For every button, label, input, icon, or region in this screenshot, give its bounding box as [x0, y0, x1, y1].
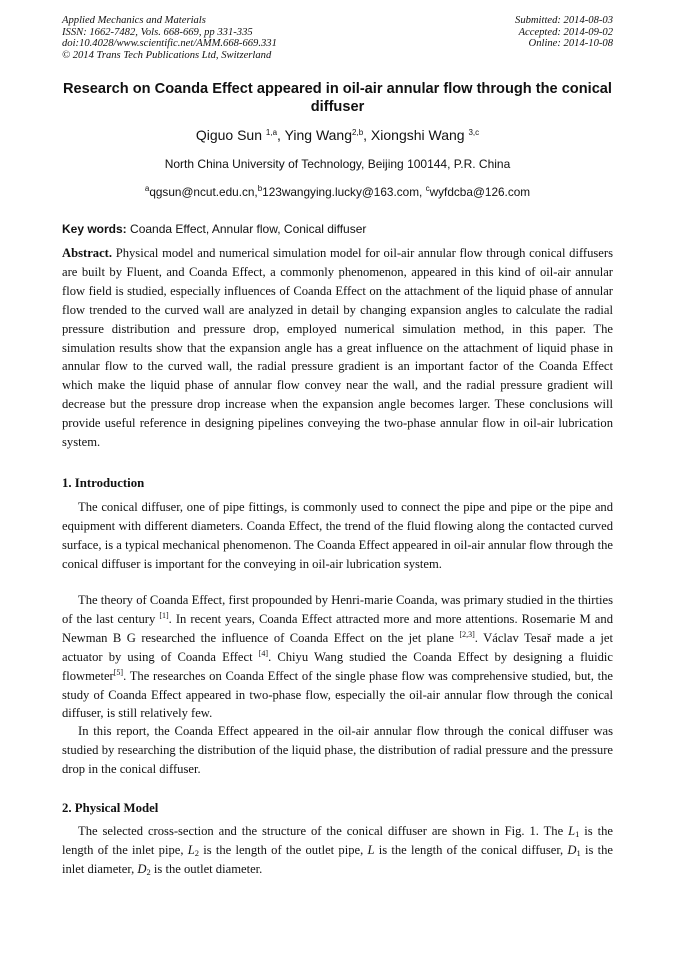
intro-paragraph-1: The conical diffuser, one of pipe fittings, is commonly used to connect the pipe and pipe or the pipe and equipment with different diameters. Coanda Effect, the trend of the fluid flowing along the contacted curved surface, is a typical mechanical phenomenon. The Coanda Effect appeared in oil-air annular flow through the conical diffuser is important for the conveying in oil-air lubrication system. [62, 500, 613, 571]
journal-name: Applied Mechanics and Materials [62, 15, 206, 26]
intro-paragraph-3: In this report, the Coanda Effect appeared in the oil-air annular flow through the conical diffuser was studied by researching the distribution of the liquid phase, the distribution of radial pressure and the pressure drop in the conical diffuser. [62, 724, 613, 776]
email-link[interactable]: 123wangying.lucky@163.com, [262, 185, 426, 199]
keywords [62, 221, 613, 237]
citation: [2,3] [459, 629, 475, 639]
citation: [5] [113, 667, 124, 677]
keywords-text: Coanda Effect, Annular flow, Conical diffuser [126, 222, 367, 236]
abstract-text: Physical model and numerical simulation model for oil-air annular flow through conical diffusers are built by Fluent, and Coanda Effect, a commonly phenomenon, appeared in this kind of oil-air annular flow field is studied, especially influences of Coanda Effect on the attachment of the liquid phase of annular flow trended to the curved wall are analyzed in detail by changing expansion angles to calculate the radial pressure distribution and pressure drop, employed numerical simulation method, in this paper. The simulation results show that the expansion angle has a great influence on the attachment of liquid phase in annular flow to the curved wall, the radial pressure gradient is an important factor of the Coanda Effect which make the liquid phase of annular flow convey near the wall, and the radial pressure gradient will decrease but the pressure drop increase when the expansion angle becomes larger. These conclusions will provide useful reference in designing pipelines conveying the two-phase annular flow in oil-air lubrication system. [62, 246, 613, 450]
email-link[interactable]: wyfdcba@126.com [429, 185, 531, 199]
author-list: Qiguo Sun $^{1,a}$, Ying Wang$^{2,b}$, Xiongshi Wang $^{3,c}$ [195, 127, 480, 143]
affiliation: North China University of Technology, Beijing 100144, P.R. China [164, 157, 511, 171]
intro-paragraph-2: The theory of Coanda Effect, first propounded by Henri-marie Coanda, was primary studied in the thirties of the last century [1]. In recent years, Coanda Effect attracted more and more attentions. Rosemarie M and Newman B G researched the influence of Coanda Effect on the jet plane [2,3]. Václav Tesař made a jet actuator by using of Coanda Effect [4]. Chiyu Wang studied the Coanda Effect by designing a fluidic flowmeter[5]. The researches on Coanda Effect of the single phase flow was comprehensive studied, but, the study of Coanda Effect appeared in two-phase flow, especially the oil-air annular flow through the conical diffuser, is still relatively few. [62, 593, 613, 721]
dates-header [515, 15, 613, 50]
email-link[interactable]: qgsun@ncut.edu.cn, [149, 185, 258, 199]
citation: [4] [258, 648, 269, 658]
doi: doi:10.4028/www.scientific.net/AMM.668-669.331 [62, 38, 277, 50]
issn: ISSN: 1662-7482, Vols. 668-669, pp 331-335 [62, 26, 253, 38]
abstract-label: Abstract. [62, 246, 113, 260]
author-name: Ying Wang [284, 127, 353, 143]
submitted-date: Submitted: 2014-08-03 [515, 15, 613, 26]
author-affil-mark: 3,c [468, 128, 480, 137]
online-date: Online: 2014-10-08 [528, 38, 613, 50]
accepted-date: Accepted: 2014-09-02 [518, 26, 613, 38]
author-name: Xiongshi Wang [370, 127, 469, 143]
abstract [62, 244, 613, 452]
keywords-label: Key words: [62, 222, 127, 236]
physical-model-paragraph: The selected cross-section and the structure of the conical diffuser are shown in Fig. 1. The $L_1$ is the length of the inlet pipe, $L_2$ is the length of the outlet pipe, L is the length of the conical diffuser, $D_1$ is the inlet diameter, $D_2$ is the outlet diameter. [62, 824, 613, 877]
copyright: © 2014 Trans Tech Publications Ltd, Switzerland [62, 49, 272, 61]
author-affil-mark: 2,b [352, 128, 364, 137]
paper-title: Research on Coanda Effect appeared in oil-air annular flow through the conical diffuser [63, 81, 612, 115]
journal-header [62, 15, 277, 61]
citation: [1] [159, 610, 169, 620]
author-name: Qiguo Sun [195, 127, 266, 143]
section-heading-introduction: 1. Introduction [62, 476, 145, 490]
author-affil-mark: 1,a [265, 128, 278, 137]
section-heading-physical-model: 2. Physical Model [62, 801, 159, 815]
email-list: $^a$qgsun@ncut.edu.cn,$^b$123wangying.lucky@163.com, $^c$wyfdcba@126.com [144, 184, 531, 199]
